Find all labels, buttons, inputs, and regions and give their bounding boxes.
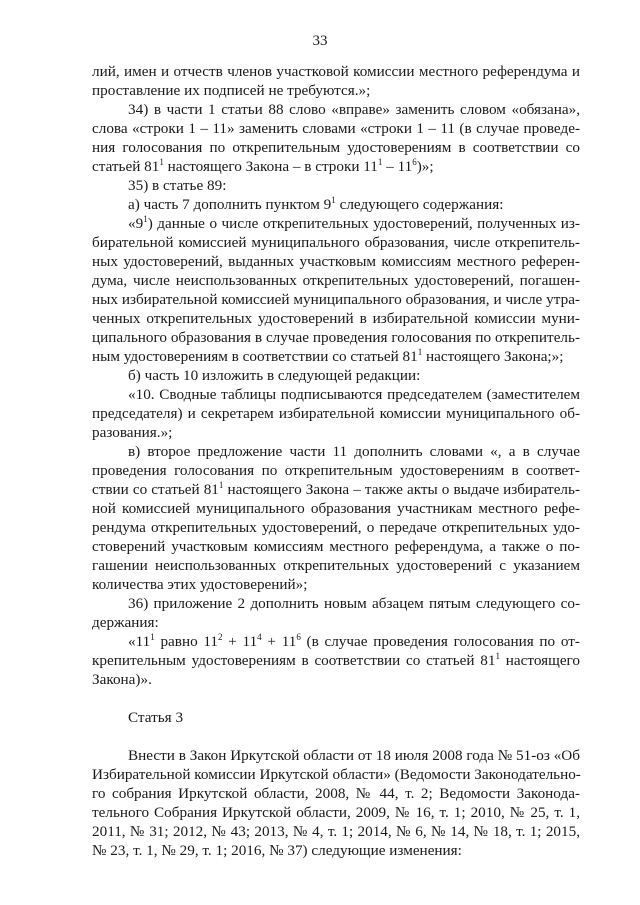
text-line: в) второе предложение части 11 дополнить словами «, а в случае [128, 443, 580, 460]
page-number: 33 [312, 33, 328, 49]
text-line: ципального образования в случае проведения голосования по открепитель- [92, 329, 580, 346]
text-line: гашении неиспользованных открепительных удостоверений с указанием [92, 557, 580, 574]
paragraph-36: 36) приложение 2 дополнить новым абзацем пятым следующего со- [128, 595, 580, 612]
text-line: б) часть 10 изложить в следующей редакции: [128, 367, 421, 384]
text-line: дума, числе неиспользованных открепительных удостоверений, погашен- [92, 272, 580, 289]
text-line: проведения голосования по открепительным удостоверениям в соответ- [92, 462, 580, 479]
text-line: проставление их подписей не требуются.»; [92, 82, 371, 99]
text-line: лий, имен и отчеств членов участковой комиссии местного референдума и [92, 63, 580, 80]
spacer [92, 727, 580, 746]
text-line: статьей $81^1$ настоящего Закона – в строки $11^1 - 11^6$)»; [92, 156, 434, 175]
text-line: «$11^1$ равно $11^2 + 11^4 + 11^6$ (в случае проведения голосования по от- [128, 631, 580, 650]
text-line: председателя) и секретарем избирательной комиссии муниципального об- [92, 405, 580, 422]
text-line: ным удостоверениям в соответствии со статьей $81^1$ настоящего Закона;»; [92, 346, 564, 365]
article-heading: Статья 3 [128, 709, 184, 726]
text-line: Внести в Закон Иркутской области от 18 июля 2008 года № 51-оз «Об [128, 747, 580, 764]
text-line: ченных открепительных удостоверений в избирательной комиссии муни- [92, 310, 580, 327]
text-line: ствии со статьей $81^1$ настоящего Закона – также акты о выдаче избиратель- [92, 479, 580, 498]
text-line: Закона)». [92, 671, 152, 688]
document-body [92, 62, 580, 860]
text-line: ных удостоверений, выданных участковым комиссиям местного референ- [92, 253, 580, 270]
text-line: Избирательной комиссии Иркутской области» (Ведомости Законодательно- [92, 766, 581, 783]
text-line: рендума открепительных удостоверений, о передаче открепительных удо- [92, 519, 580, 536]
text-line: крепительным удостоверениям в соответствии со статьей $81^1$ настоящего [92, 650, 581, 669]
text-line: стоверений участковым комиссиям местного референдума, а также о по- [92, 538, 580, 555]
text-line: тельного Собрания Иркутской области, 2009, № 16, т. 1; 2010, № 25, т. 1, [92, 804, 580, 821]
text-line: ния голосования по открепительным удостоверениям в соответствии со [92, 139, 580, 156]
text-line: ных избирательной комиссией муниципального образования, и числе утра- [92, 291, 580, 308]
text-line: го собрания Иркутской области, 2008, № 44, т. 2; Ведомости Законода- [92, 785, 580, 802]
spacer [92, 689, 580, 708]
text-line: ной комиссией муниципального образования участникам местного рефе- [92, 500, 580, 517]
text-line: «10. Сводные таблицы подписываются председателем (заместителем [128, 386, 580, 403]
text-line: количества этих удостоверений»; [92, 576, 308, 593]
paragraph-34: 34) в части 1 статьи 88 слово «вправе» заменить словом «обязана», [128, 101, 580, 118]
text-line: слова «строки 1 – 11» заменить словами «строки 1 – 11 (в случае проведе- [92, 120, 580, 137]
text-line: «$9^1$) данные о числе открепительных удостоверений, полученных из- [128, 213, 580, 232]
text-line: 2011, № 31; 2012, № 43; 2013, № 4, т. 1; 2014, № 6, № 14, № 18, т. 1; 2015, [92, 823, 580, 840]
text-line: держания: [92, 614, 159, 631]
text-line: № 23, т. 1, № 29, т. 1; 2016, № 37) следующие изменения: [92, 842, 462, 859]
text-line: разования.»; [92, 424, 173, 441]
text-line: бирательной комиссией муниципального образования, числе открепитель- [92, 234, 580, 251]
paragraph-35: 35) в статье 89: [128, 177, 227, 194]
text-line: а) часть 7 дополнить пунктом $9^1$ следующего содержания: [128, 194, 504, 213]
